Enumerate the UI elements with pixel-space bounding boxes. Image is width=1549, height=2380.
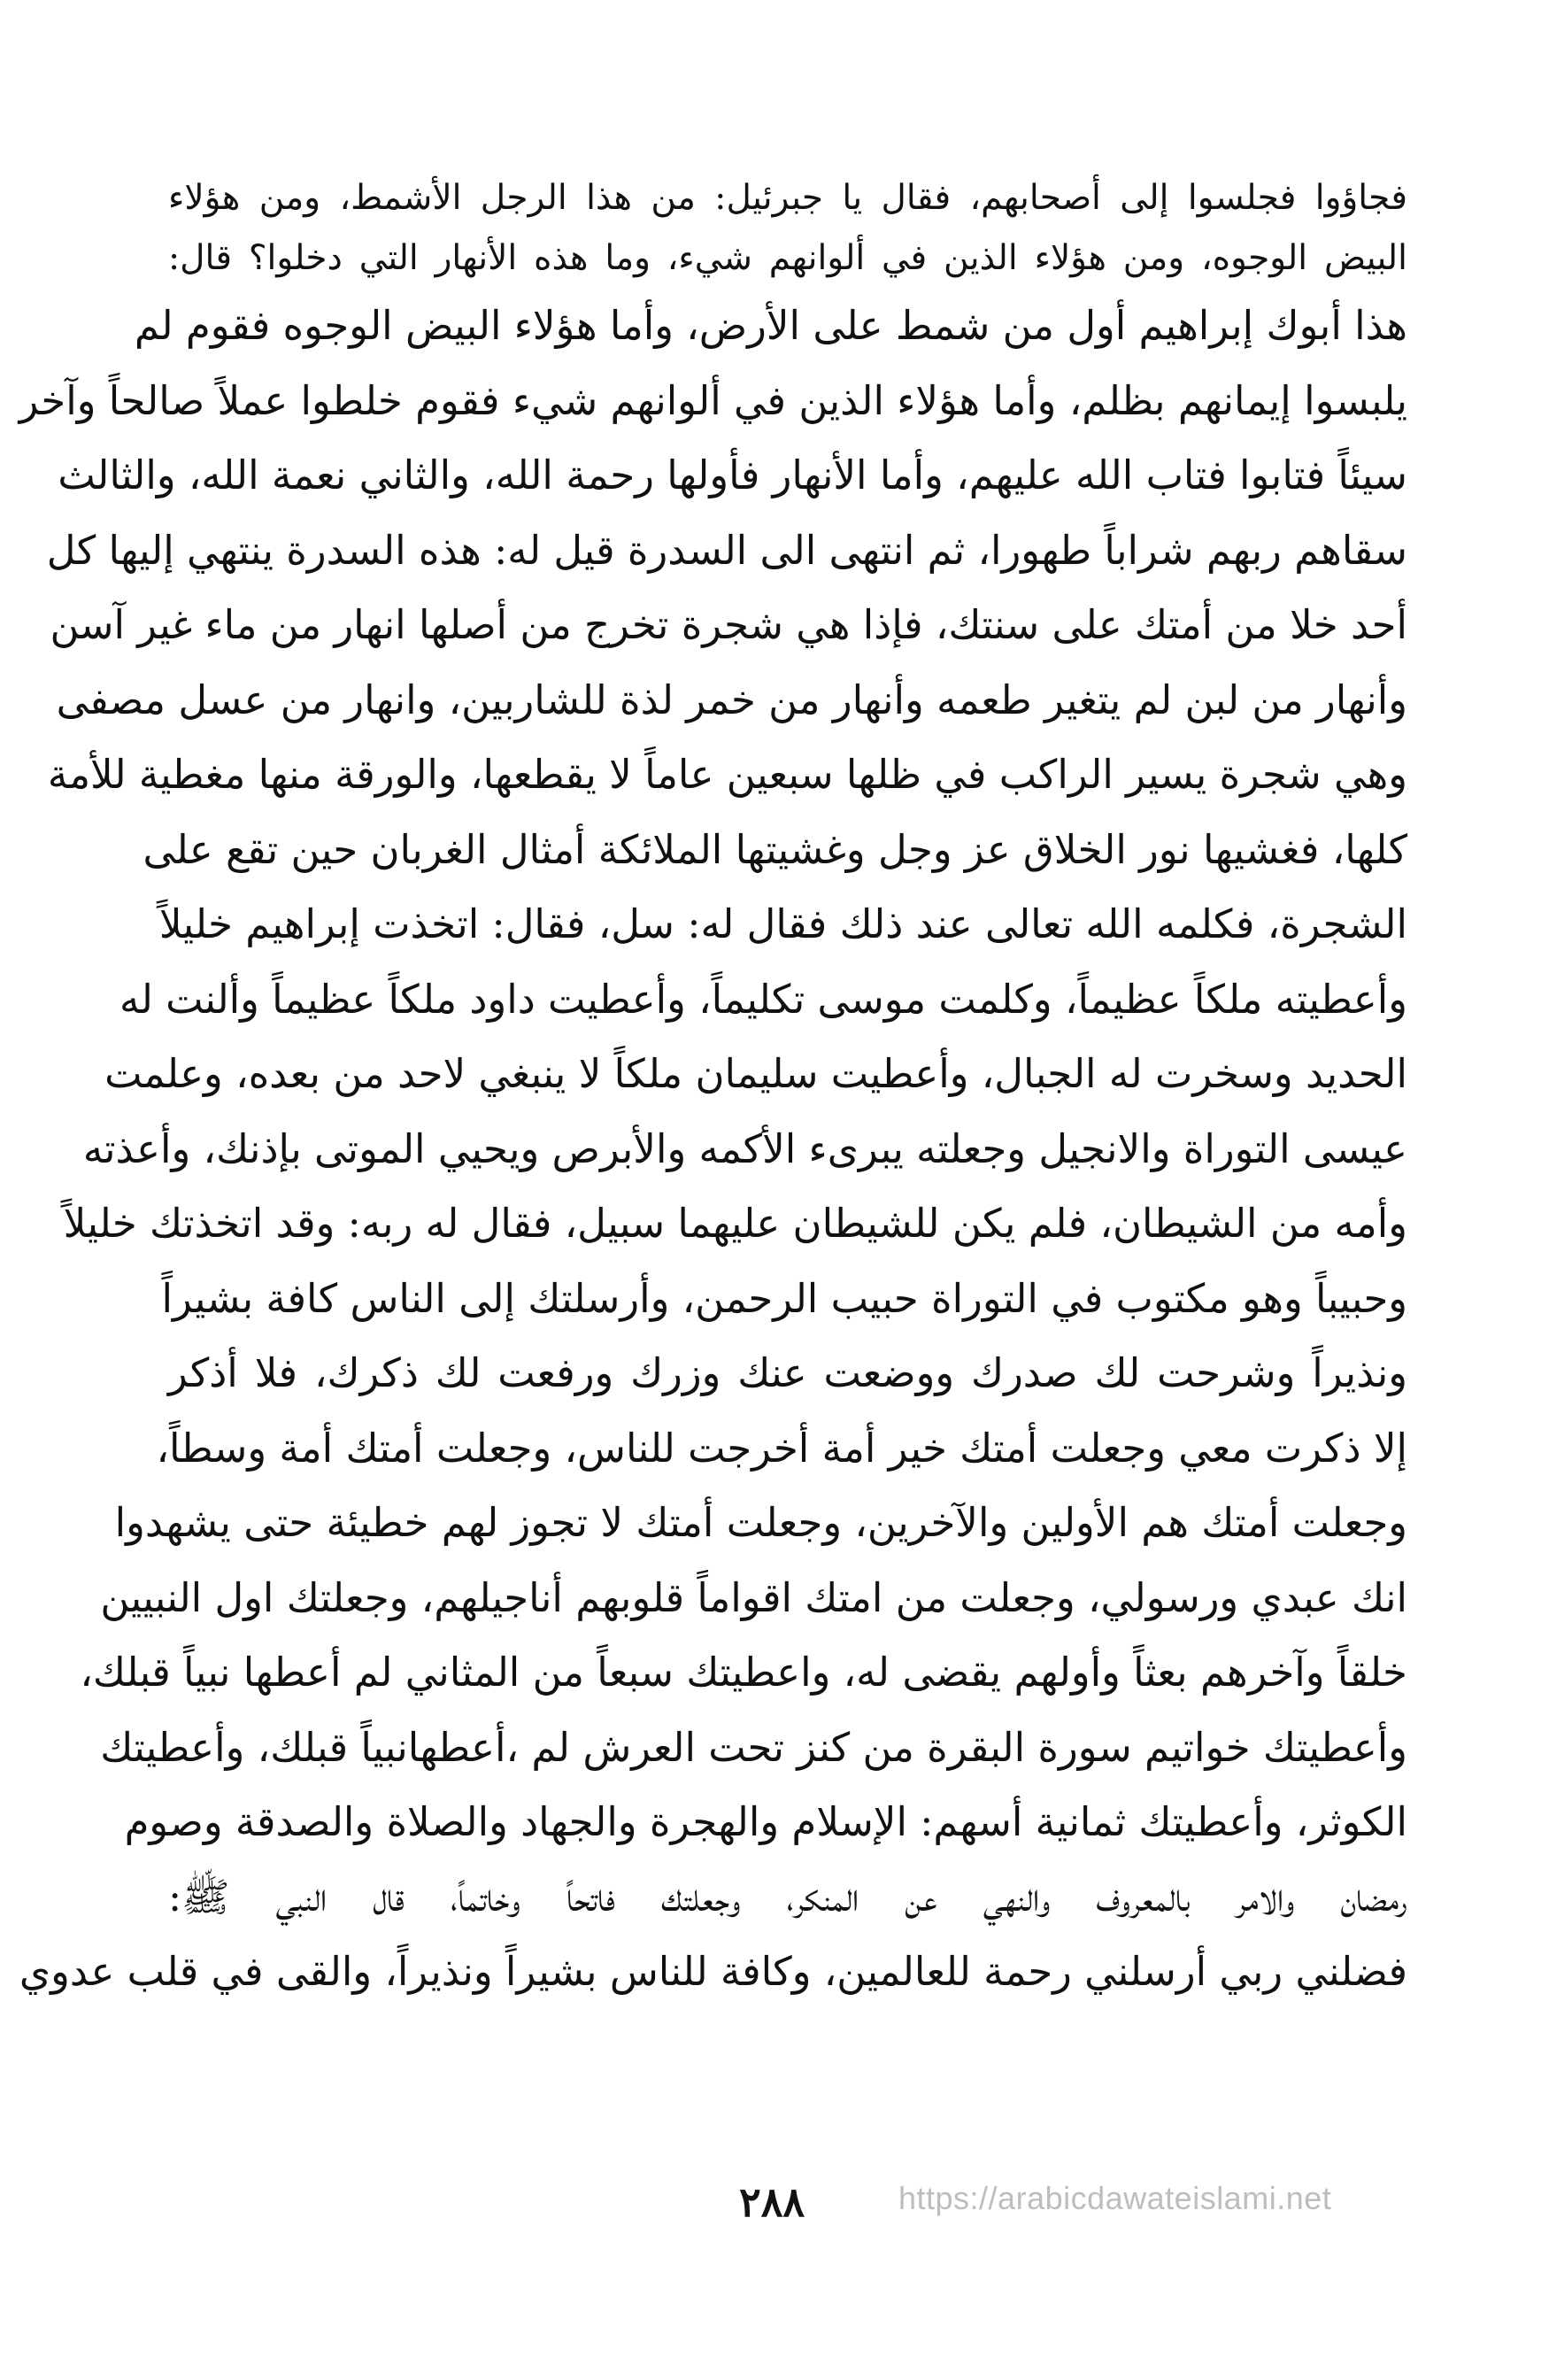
text-line: سقاهم ربهم شراباً طهورا، ثم انتهى الى السدرة قيل له: هذه السدرة ينتهي إليها كل: [46, 526, 1407, 574]
text-line: وأعطيتك خواتيم سورة البقرة من كنز تحت العرش لم ،أعطهانبياً قبلك، وأعطيتك: [100, 1723, 1407, 1771]
watermark-url: https://arabicdawateislami.net: [898, 2180, 1332, 2216]
text-line: يلبسوا إيمانهم بظلم، وأما هؤلاء الذين في ألوانهم شيء فقوم خلطوا عملاً صالحاً وآخر: [19, 376, 1407, 424]
text-line: الحديد وسخرت له الجبال، وأعطيت سليمان ملكاً لا ينبغي لاحد من بعده، وعلمت: [104, 1050, 1407, 1097]
text-line: فجاؤوا فجلسوا إلى أصحابهم، فقال يا جبرئيل: من هذا الرجل الأشمط، ومن هؤلاء: [168, 178, 1407, 218]
page-footer: [0, 2160, 1549, 2240]
text-line: وأعطيته ملكاً عظيماً، وكلمت موسى تكليماً، وأعطيت داود ملكاً عظيماً وألنت له: [119, 975, 1407, 1023]
page-number: ٢٨٨: [739, 2178, 805, 2226]
text-line: كلها، فغشيها نور الخلاق عز وجل وغشيتها الملائكة أمثال الغربان حين تقع على: [143, 825, 1407, 873]
text-line: وأمه من الشيطان، فلم يكن للشيطان عليهما سبيل، فقال له ربه: وقد اتخذتك خليلاً: [63, 1200, 1407, 1247]
text-line: وهي شجرة يسير الراكب في ظلها سبعين عاماً لا يقطعها، والورقة منها مغطية للأمة: [47, 751, 1407, 798]
text-line: الكوثر، وأعطيتك ثمانية أسهم: الإسلام والهجرة والجهاد والصلاة والصدقة وصوم: [124, 1798, 1407, 1845]
text-line: فضلني ربي أرسلني رحمة للعالمين، وكافة للناس بشيراً ونذيراً، والقى في قلب عدوي: [19, 1948, 1407, 1995]
text-line: خلقاً وآخرهم بعثاً وأولهم يقضى له، واعطيتك سبعاً من المثاني لم أعطها نبياً قبلك،: [80, 1649, 1407, 1696]
body-text: [19, 168, 1407, 2010]
text-line: وأنهار من لبن لم يتغير طعمه وأنهار من خمر لذة للشاربين، وانهار من عسل مصفى: [56, 676, 1407, 723]
text-line: وحبيباً وهو مكتوب في التوراة حبيب الرحمن، وأرسلتك إلى الناس كافة بشيراً: [161, 1274, 1407, 1322]
text-line: هذا أبوك إبراهيم أول من شمط على الأرض، وأما هؤلاء البيض الوجوه فقوم لم: [134, 302, 1407, 349]
text-line: البيض الوجوه، ومن هؤلاء الذين في ألوانهم شيء، وما هذه الأنهار التي دخلوا؟ قال:: [168, 238, 1407, 278]
text-line: سيئاً فتابوا فتاب الله عليهم، وأما الأنهار فأولها رحمة الله، والثاني نعمة الله، والثالث: [58, 452, 1407, 498]
text-line: ونذيراً وشرحت لك صدرك ووضعت عنك وزرك ورفعت لك ذكرك، فلا أذكر: [168, 1349, 1407, 1396]
text-line: إلا ذكرت معي وجعلت أمتك خير أمة أخرجت للناس، وجعلت أمتك أمة وسطاً،: [156, 1424, 1407, 1472]
text-line: وجعلت أمتك هم الأولين والآخرين، وجعلت أمتك لا تجوز لهم خطيئة حتى يشهدوا: [114, 1499, 1407, 1546]
text-line: عيسى التوراة والانجيل وجعلته يبرىء الأكمه والأبرص ويحيي الموتى بإذنك، وأعذته: [82, 1124, 1407, 1172]
text-line: انك عبدي ورسولي، وجعلت من امتك اقواماً قلوبهم أناجيلهم، وجعلتك اول النبيين: [100, 1573, 1407, 1621]
text-line: رمضان والامر بالمعروف والنهي عن المنكر، وجعلتك فاتحاً وخاتماً، قال النبي ﷺ:: [168, 1873, 1407, 1920]
text-line: أحد خلا من أمتك على سنتك، فإذا هي شجرة تخرج من أصلها انهار من ماء غير آسن: [50, 601, 1407, 648]
text-line: الشجرة، فكلمه الله تعالى عند ذلك فقال له: سل، فقال: اتخذت إبراهيم خليلاً: [158, 900, 1407, 947]
